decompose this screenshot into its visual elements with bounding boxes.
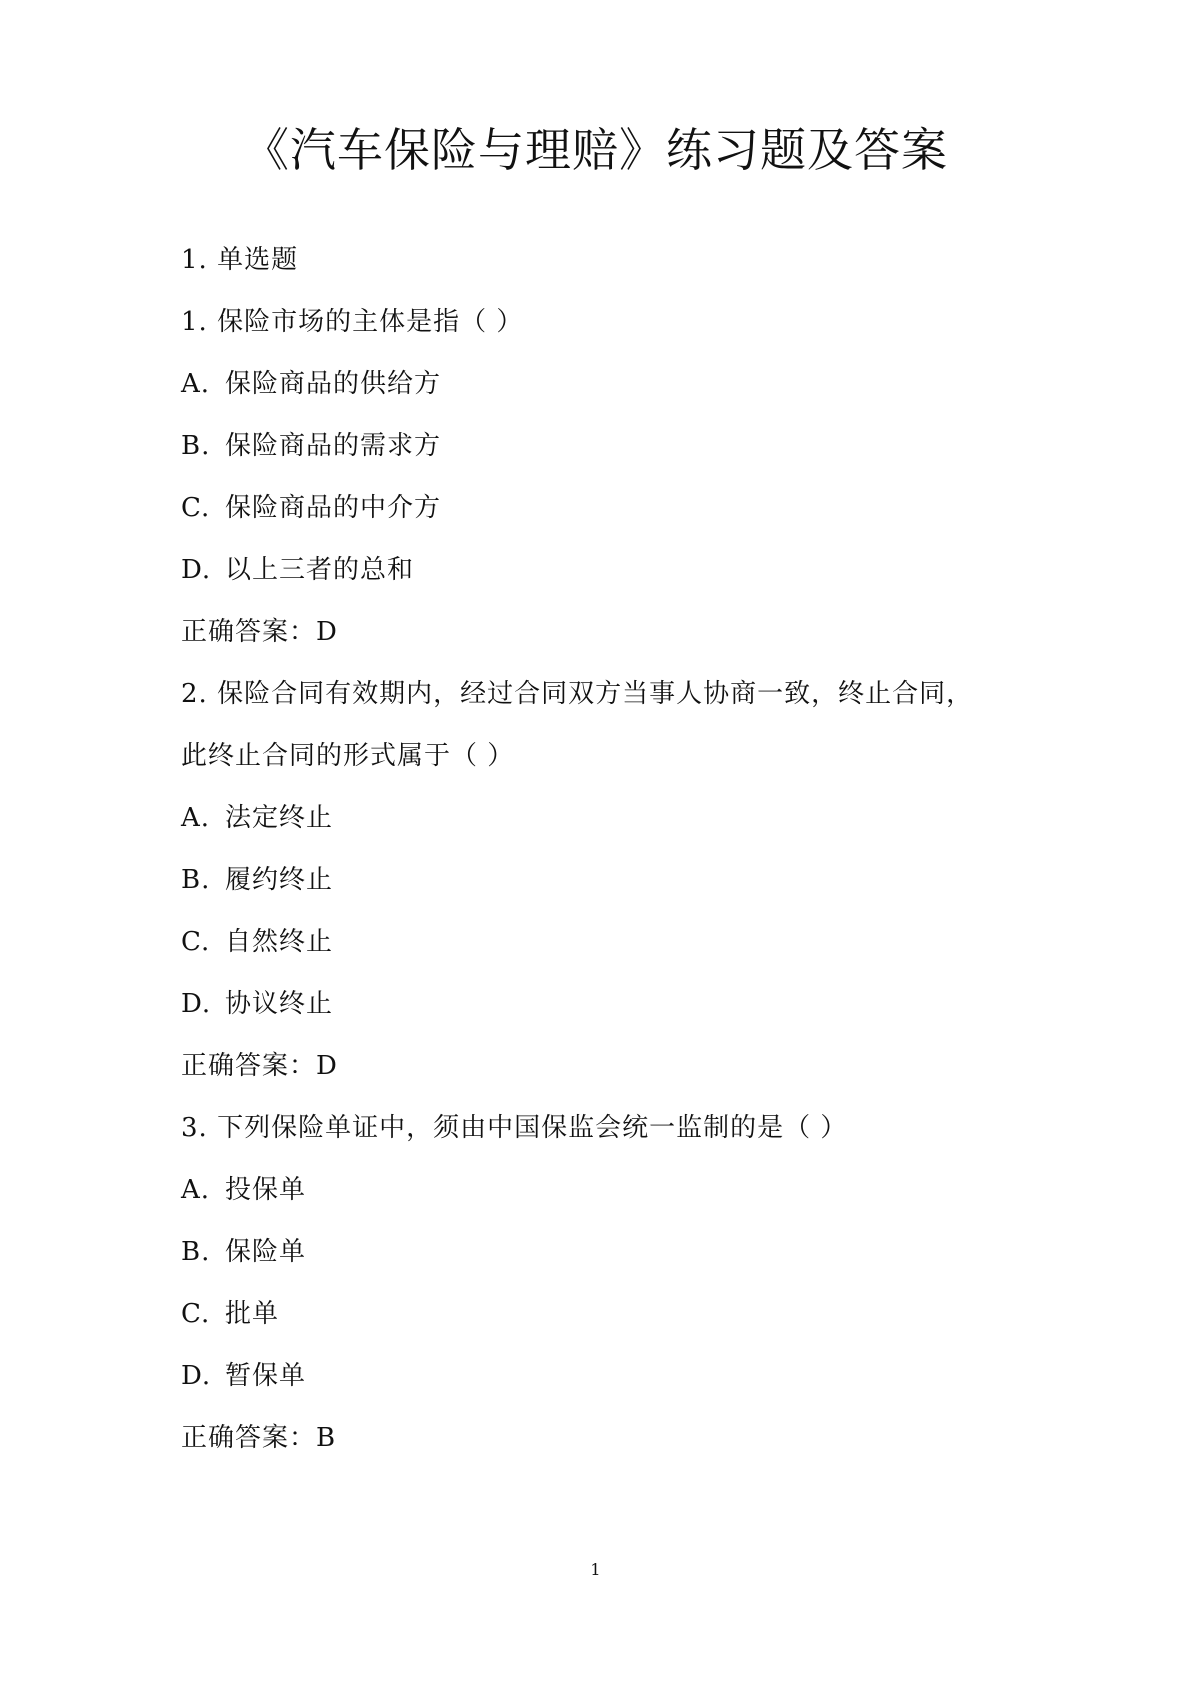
option-letter: B. xyxy=(181,865,211,895)
question-stem: 3. 下列保险单证中，须由中国保监会统一监制的是（ ） xyxy=(181,1113,848,1143)
question-stem-continued: 此终止合同的形式属于（ ） xyxy=(181,741,515,771)
option-c xyxy=(181,488,1021,550)
question-stem: 1. 保险市场的主体是指（ ） xyxy=(181,307,524,337)
option-letter: D. xyxy=(181,555,212,585)
option-letter: D. xyxy=(181,1361,212,1391)
page-number: 1 xyxy=(590,1560,601,1579)
option-letter: A. xyxy=(181,369,211,399)
option-b xyxy=(181,860,1021,922)
option-text: 保险单 xyxy=(225,1237,307,1267)
document-title: 《汽车保险与理赔》练习题及答案 xyxy=(243,123,948,177)
option-text: 协议终止 xyxy=(225,989,334,1019)
option-letter: A. xyxy=(181,1175,211,1205)
option-text: 保险商品的中介方 xyxy=(225,493,442,523)
option-letter: A. xyxy=(181,803,211,833)
option-b xyxy=(181,426,1021,488)
option-d xyxy=(181,984,1021,1046)
option-a xyxy=(181,1170,1021,1232)
option-text: 履约终止 xyxy=(225,865,334,895)
option-text: 批单 xyxy=(225,1299,280,1329)
option-d xyxy=(181,1356,1021,1418)
option-d xyxy=(181,550,1021,612)
question-stem: 2. 保险合同有效期内，经过合同双方当事人协商一致，终止合同， xyxy=(181,679,974,709)
correct-answer: 正确答案：D xyxy=(181,1051,338,1081)
option-a xyxy=(181,798,1021,860)
option-a xyxy=(181,364,1021,426)
option-text: 法定终止 xyxy=(225,803,334,833)
question-3 xyxy=(181,1108,1021,1480)
correct-answer: 正确答案：B xyxy=(181,1423,337,1453)
option-letter: B. xyxy=(181,1237,211,1267)
question-1 xyxy=(181,302,1021,674)
section-heading: 1. 单选题 xyxy=(181,245,299,275)
option-text: 自然终止 xyxy=(225,927,334,957)
question-2 xyxy=(181,674,1021,1108)
option-letter: C. xyxy=(181,927,211,957)
option-letter: D. xyxy=(181,989,212,1019)
option-b xyxy=(181,1232,1021,1294)
document-body xyxy=(181,240,1021,1480)
correct-answer: 正确答案：D xyxy=(181,617,338,647)
option-letter: C. xyxy=(181,493,211,523)
option-text: 投保单 xyxy=(225,1175,307,1205)
option-letter: C. xyxy=(181,1299,211,1329)
option-text: 保险商品的需求方 xyxy=(225,431,442,461)
option-text: 暂保单 xyxy=(225,1361,307,1391)
option-text: 以上三者的总和 xyxy=(225,555,415,585)
option-letter: B. xyxy=(181,431,211,461)
option-c xyxy=(181,1294,1021,1356)
option-c xyxy=(181,922,1021,984)
option-text: 保险商品的供给方 xyxy=(225,369,442,399)
